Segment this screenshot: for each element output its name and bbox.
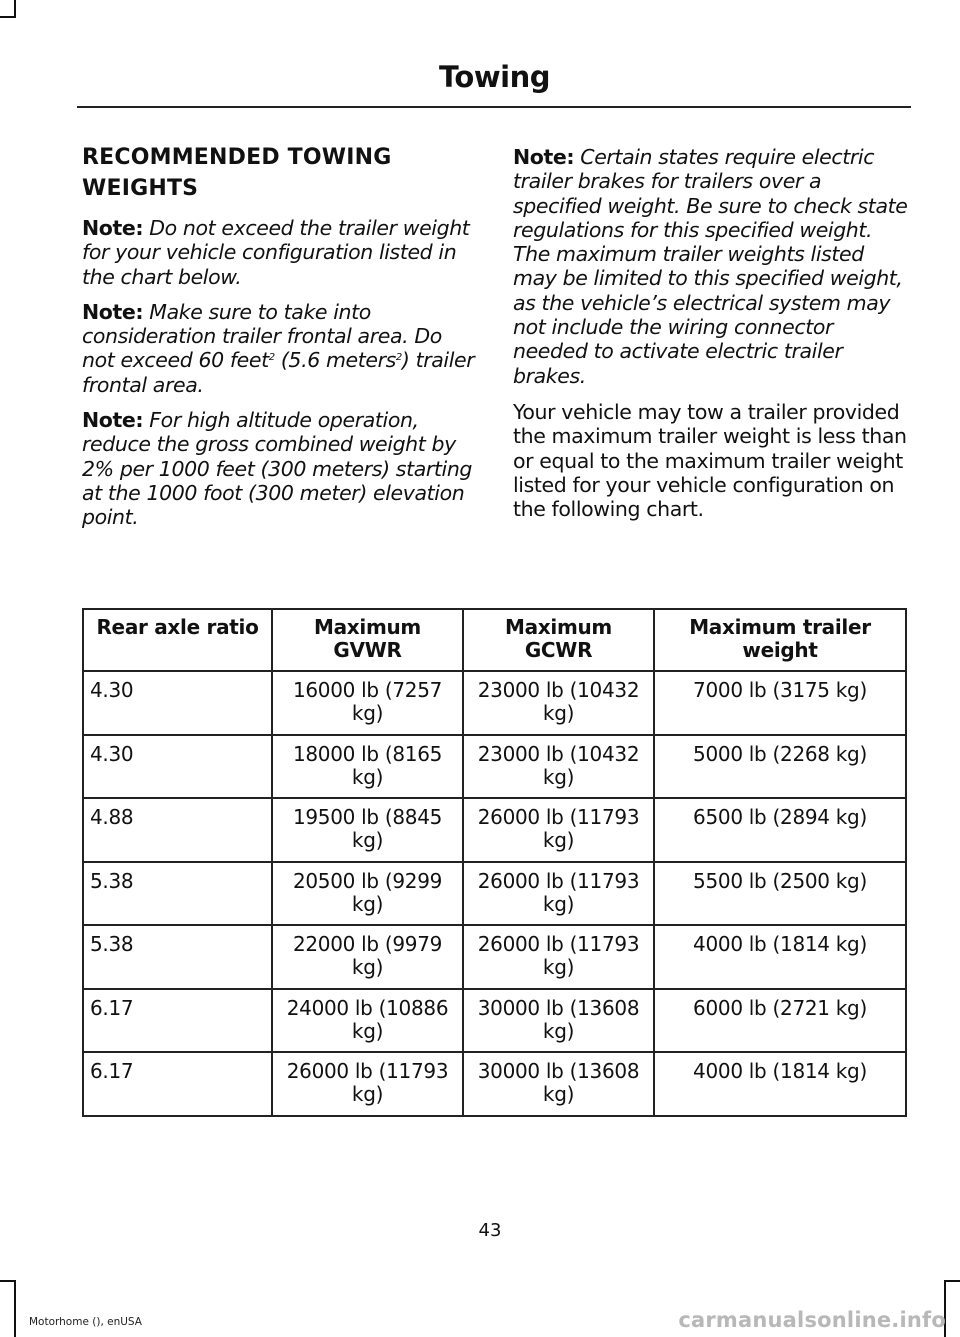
watermark: carmanualsonline.info	[678, 1308, 946, 1332]
note-high-altitude	[82, 408, 477, 529]
cell-gvwr: 19500 lb (8845 kg)	[272, 798, 463, 862]
note-frontal-area	[82, 300, 477, 397]
table-row	[83, 862, 906, 926]
cell-gvwr: 18000 lb (8165 kg)	[272, 735, 463, 799]
cell-axle-ratio: 4.88	[83, 798, 272, 862]
note-trailer-weight	[82, 216, 477, 289]
cell-axle-ratio: 5.38	[83, 862, 272, 926]
cell-trailer-weight: 7000 lb (3175 kg)	[654, 671, 906, 735]
left-column	[82, 142, 477, 541]
cell-gcwr: 23000 lb (10432 kg)	[463, 735, 654, 799]
cell-axle-ratio: 4.30	[83, 671, 272, 735]
section-heading	[82, 142, 477, 204]
cell-gvwr: 20500 lb (9299 kg)	[272, 862, 463, 926]
column-header-axle-ratio: Rear axle ratio	[83, 609, 272, 671]
cell-gcwr: 23000 lb (10432 kg)	[463, 671, 654, 735]
note-text: Certain states require electric trailer brakes for trailers over a specified weight. Be sure to check state regulations for this specified weight. The maximum trailer weights listed may be limited to this specified weight, as the vehicle’s electrical system may not include the wiring connector needed to activate electric trailer brakes.	[513, 145, 908, 388]
cell-trailer-weight: 4000 lb (1814 kg)	[654, 1052, 906, 1116]
crop-mark	[0, 16, 16, 18]
note-label: Note:	[82, 216, 144, 240]
document-reference: Motorhome (), enUSA	[29, 1316, 142, 1328]
cell-trailer-weight: 5000 lb (2268 kg)	[654, 735, 906, 799]
cell-gcwr: 26000 lb (11793 kg)	[463, 798, 654, 862]
cell-gcwr: 26000 lb (11793 kg)	[463, 862, 654, 926]
table-row	[83, 925, 906, 989]
section-heading-line1: RECOMMENDED TOWING	[82, 145, 392, 170]
cell-axle-ratio: 4.30	[83, 735, 272, 799]
cell-gvwr: 24000 lb (10886 kg)	[272, 989, 463, 1053]
note-electric-brakes	[513, 145, 913, 388]
cell-trailer-weight: 4000 lb (1814 kg)	[654, 925, 906, 989]
cell-axle-ratio: 5.38	[83, 925, 272, 989]
cell-trailer-weight: 6000 lb (2721 kg)	[654, 989, 906, 1053]
right-column	[513, 145, 913, 521]
table-row	[83, 671, 906, 735]
crop-mark	[944, 1280, 960, 1282]
note-text: Do not exceed the trailer weight for your vehicle configuration listed in the chart below.	[82, 216, 470, 289]
cell-axle-ratio: 6.17	[83, 989, 272, 1053]
table-row	[83, 989, 906, 1053]
cell-gvwr: 22000 lb (9979 kg)	[272, 925, 463, 989]
cell-gvwr: 16000 lb (7257 kg)	[272, 671, 463, 735]
crop-mark	[0, 1280, 16, 1282]
note-label: Note:	[82, 408, 144, 433]
cell-gcwr: 26000 lb (11793 kg)	[463, 925, 654, 989]
note-text: For high altitude operation, reduce the gross combined weight by 2% per 1000 feet (300 meters) starting at the 1000 foot (300 meter) elevation point.	[82, 408, 473, 530]
page-number: 43	[478, 1220, 502, 1241]
table-header-row	[83, 609, 906, 671]
crop-mark	[14, 1280, 16, 1337]
cell-gvwr: 26000 lb (11793 kg)	[272, 1052, 463, 1116]
column-header-gcwr: Maximum GCWR	[463, 609, 654, 671]
note-label: Note:	[513, 145, 575, 169]
header-divider	[77, 106, 911, 108]
note-label: Note:	[82, 299, 144, 324]
column-header-trailer-weight: Maximum trailer weight	[654, 609, 906, 671]
towing-weights-table	[82, 608, 907, 1117]
table-row	[83, 735, 906, 799]
cell-trailer-weight: 5500 lb (2500 kg)	[654, 862, 906, 926]
column-header-gvwr: Maximum GVWR	[272, 609, 463, 671]
note-text: Make sure to take into consideration trailer frontal area. Do not exceed 60 feet$^2$ (5.6 meters$^2$) trailer frontal area.	[82, 299, 475, 397]
section-heading-line2: WEIGHTS	[82, 176, 199, 201]
page-title: Towing	[439, 60, 550, 94]
cell-trailer-weight: 6500 lb (2894 kg)	[654, 798, 906, 862]
table-row	[83, 1052, 906, 1116]
body-paragraph: Your vehicle may tow a trailer provided the maximum trailer weight is less than or equal to the maximum trailer weight listed for your vehicle configuration on the following chart.	[513, 399, 907, 522]
cell-gcwr: 30000 lb (13608 kg)	[463, 1052, 654, 1116]
table-row	[83, 798, 906, 862]
cell-axle-ratio: 6.17	[83, 1052, 272, 1116]
cell-gcwr: 30000 lb (13608 kg)	[463, 989, 654, 1053]
